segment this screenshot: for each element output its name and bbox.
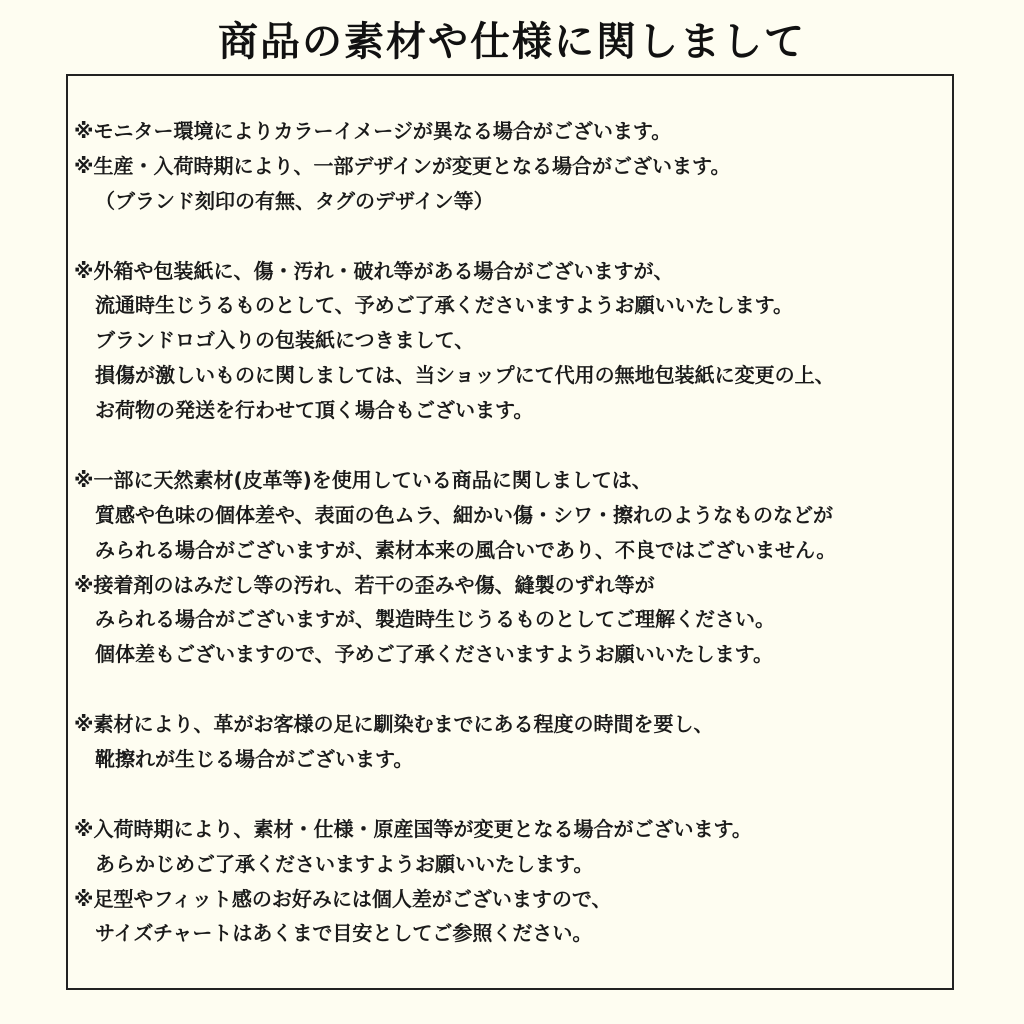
page-title: 商品の素材や仕様に関しまして xyxy=(218,19,806,65)
notice-list xyxy=(74,114,944,951)
notice-line: ※生産・入荷時期により、一部デザインが変更となる場合がございます。 xyxy=(74,153,731,178)
notice-line: みられる場合がございますが、製造時生じうるものとしてご理解ください。 xyxy=(95,607,775,632)
notice-line: 損傷が激しいものに関しましては、当ショップにて代用の無地包装紙に変更の上、 xyxy=(95,363,835,388)
notice-line: ※素材により、革がお客様の足に馴染むまでにある程度の時間を要し、 xyxy=(74,712,714,737)
notice-box xyxy=(66,74,954,990)
notice-line: ※入荷時期により、素材・仕様・原産国等が変更となる場合がございます。 xyxy=(74,816,752,841)
notice-line: あらかじめご了承くださいますようお願いいたします。 xyxy=(95,851,594,876)
notice-line: ※足型やフィット感のお好みには個人差がございますので、 xyxy=(74,886,612,911)
notice-line: 個体差もございますので、予めご了承くださいますようお願いいたします。 xyxy=(95,642,773,667)
section-spacer xyxy=(74,777,944,812)
notice-section xyxy=(74,812,944,952)
notice-line: ※一部に天然素材(皮革等)を使用している商品に関しましては、 xyxy=(74,467,652,492)
notice-line: ※モニター環境によりカラーイメージが異なる場合がございます。 xyxy=(74,119,672,143)
notice-line: 流通時生じうるものとして、予めご了承くださいますようお願いいたします。 xyxy=(95,293,793,318)
section-spacer xyxy=(74,219,944,254)
notice-line: サイズチャートはあくまで目安としてご参照ください。 xyxy=(95,921,593,946)
notice-line: 質感や色味の個体差や、表面の色ムラ、細かい傷・シワ・擦れのようなものなどが xyxy=(95,502,833,527)
notice-line: 靴擦れが生じる場合がございます。 xyxy=(95,747,414,772)
notice-line: ブランドロゴ入りの包装紙につきまして、 xyxy=(95,328,475,353)
notice-line: お荷物の発送を行わせて頂く場合もございます。 xyxy=(95,398,534,423)
section-spacer xyxy=(74,672,944,707)
notice-section xyxy=(74,707,944,777)
notice-line: （ブランド刻印の有無、タグのデザイン等） xyxy=(95,188,494,213)
notice-line: ※外箱や包装紙に、傷・汚れ・破れ等がある場合がございますが、 xyxy=(74,258,674,283)
notice-line: みられる場合がございますが、素材本来の風合いであり、不良ではございません。 xyxy=(95,537,837,562)
notice-section xyxy=(74,463,944,672)
notice-section xyxy=(74,114,944,219)
notice-line: ※接着剤のはみだし等の汚れ、若干の歪みや傷、縫製のずれ等が xyxy=(74,572,655,597)
notice-section xyxy=(74,254,944,428)
section-spacer xyxy=(74,428,944,463)
